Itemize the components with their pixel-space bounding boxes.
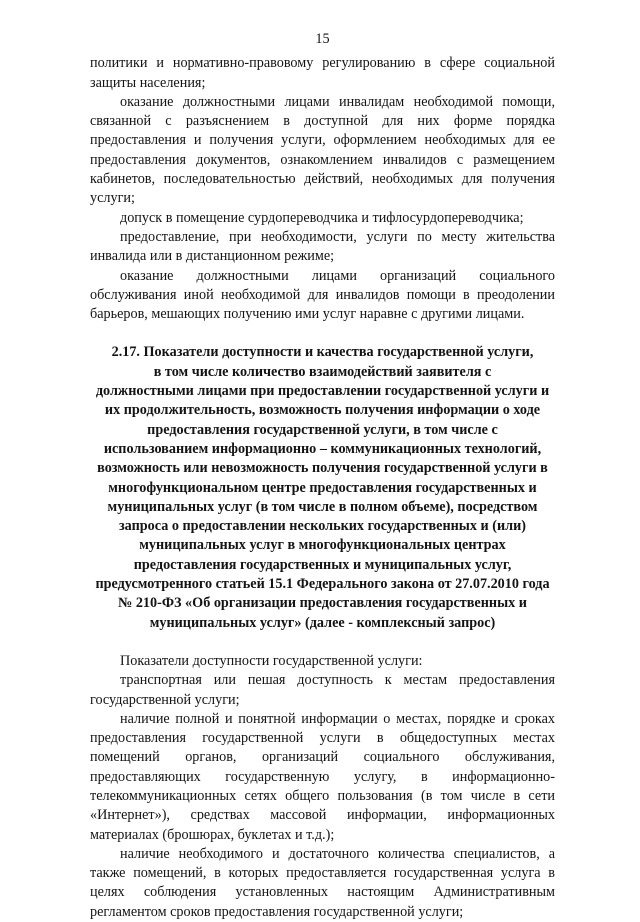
paragraph: оказание должностными лицами организаций социального обслуживания иной необходимой для инвалидов помощи в преодолении барьеров, мешающих получению ими услуг наравне с другими лицами. bbox=[90, 267, 555, 323]
page-number: 15 bbox=[315, 31, 330, 47]
paragraph: политики и нормативно-правовому регулированию в сфере социальной защиты населения; bbox=[90, 55, 555, 91]
paragraph: оказание должностными лицами инвалидам необходимой помощи, связанной с разъяснением в доступной для них форме порядка предоставления и получения услуги, оформлением необходимых для ее предоставления документов, ознакомлением инвалидов с размещением кабинетов, последовательностью действий, необходимых для получения услуги; bbox=[90, 93, 555, 207]
paragraph: транспортная или пешая доступность к местам предоставления государственной услуги; bbox=[90, 672, 555, 708]
heading-line: предоставления государственной услуги, в том числе с bbox=[147, 421, 498, 438]
paragraph: наличие необходимого и достаточного количества специалистов, а также помещений, в которых предоставляется государственная услуга в целях соблюдения установленных настоящим Административным регламентом сроков предоставления государственной услуги; bbox=[90, 845, 555, 920]
heading-line: муниципальных услуг» (далее - комплексный запрос) bbox=[149, 614, 496, 631]
paragraph: Показатели доступности государственной услуги: bbox=[120, 652, 423, 669]
heading-line: в том числе количество взаимодействий заявителя с bbox=[153, 363, 492, 380]
bottom-paragraphs bbox=[90, 652, 555, 922]
heading-line: возможность или невозможность получения государственной услуги в bbox=[97, 460, 548, 477]
top-paragraphs bbox=[90, 54, 555, 324]
paragraph: предоставление, при необходимости, услуги по месту жительства инвалида или в дистанционном режиме; bbox=[90, 228, 555, 265]
paragraph: наличие полной и понятной информации о местах, порядке и сроках предоставления государственной услуги в общедоступных местах помещений органов, организаций социального обслуживания, предоставляющих государственную услугу, в информационно-телекоммуникационных сетях общего пользования (в том числе в сети «Интернет»), средствах массовой информации, информационных материалах (брошюрах, буклетах и т.д.); bbox=[90, 710, 555, 843]
heading-line: предоставления государственных и муниципальных услуг, bbox=[133, 556, 512, 573]
heading-line: муниципальных услуг (в том числе в полном объеме), посредством bbox=[107, 498, 538, 515]
document-page bbox=[90, 30, 555, 922]
paragraph: допуск в помещение сурдопереводчика и тифлосурдопереводчика; bbox=[120, 209, 524, 226]
heading-line: № 210-ФЗ «Об организации предоставления государственных и bbox=[118, 595, 527, 612]
heading-line: должностными лицами при предоставлении государственной услуги и bbox=[95, 383, 550, 400]
heading-line: запроса о предоставлении нескольких государственных и (или) bbox=[118, 518, 526, 535]
section-heading bbox=[90, 343, 555, 632]
heading-line: многофункциональном центре предоставления государственных и bbox=[108, 479, 537, 496]
heading-line: использованием информационно – коммуникационных технологий, bbox=[103, 440, 542, 457]
heading-line: предусмотренного статьей 15.1 Федерального закона от 27.07.2010 года bbox=[95, 576, 550, 593]
heading-line: муниципальных услуг в многофункциональных центрах bbox=[139, 537, 506, 554]
heading-line: 2.17. Показатели доступности и качества государственной услуги, bbox=[111, 344, 534, 361]
heading-line: их продолжительность, возможность получения информации о ходе bbox=[104, 402, 541, 419]
